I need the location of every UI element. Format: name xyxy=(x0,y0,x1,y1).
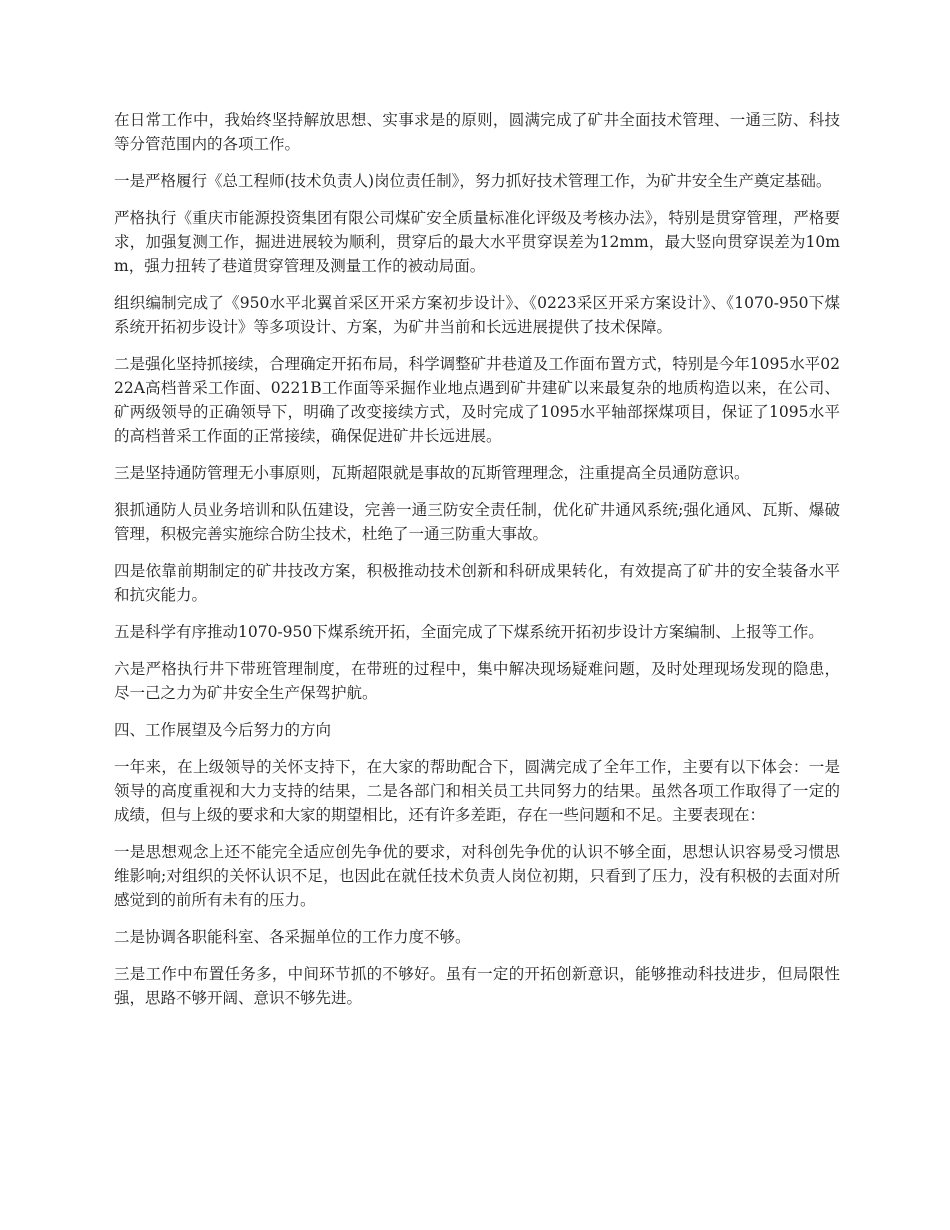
paragraph-5: 二是强化坚持抓接续，合理确定开拓布局，科学调整矿井巷道及工作面布置方式，特别是今年1095水平0222A高档普采工作面、0221B工作面等采掘作业地点遇到矿井建矿以来最复杂的地质构造以来，在公司、矿两级领导的正确领导下，明确了改变接续方式，及时完成了1095水平轴部探煤项目，保证了1095水平的高档普采工作面的正常接续，确保促进矿井长远进展。 xyxy=(114,355,840,445)
paragraph-12: 一年来，在上级领导的关怀支持下，在大家的帮助配合下，圆满完成了全年工作，主要有以下体会：一是领导的高度重视和大力支持的结果，二是各部门和相关员工共同努力的结果。虽然各项工作取得了一定的成绩，但与上级的要求和大家的期望相比，还有许多差距，存在一些问题和不足。主要表现在： xyxy=(114,758,840,824)
section-heading: 四、工作展望及今后努力的方向 xyxy=(114,721,332,739)
paragraph-3: 严格执行《重庆市能源投资集团有限公司煤矿安全质量标准化评级及考核办法》，特别是贯穿管理，严格要求，加强复测工作，掘进进展较为顺利，贯穿后的最大水平贯穿误差为12mm，最大竖向贯穿误差为10mm，强力扭转了巷道贯穿管理及测量工作的被动局面。 xyxy=(114,209,840,275)
paragraph-13: 一是思想观念上还不能完全适应创先争优的要求，对科创先争优的认识不够全面，思想认识容易受习惯思维影响;对组织的关怀认识不足，也因此在就任技术负责人岗位初期，只看到了压力，没有积极的去面对所感觉到的前所有未有的压力。 xyxy=(114,843,840,909)
paragraph-9: 五是科学有序推动1070-950下煤系统开拓，全面完成了下煤系统开拓初步设计方案编制、上报等工作。 xyxy=(114,623,824,641)
paragraph-15: 三是工作中布置任务多，中间环节抓的不够好。虽有一定的开拓创新意识，能够推动科技进步，但局限性强，思路不够开阔、意识不够先进。 xyxy=(114,965,840,1007)
paragraph-6: 三是坚持通防管理无小事原则，瓦斯超限就是事故的瓦斯管理理念，注重提高全员通防意识。 xyxy=(114,464,750,482)
paragraph-8: 四是依靠前期制定的矿井技改方案，积极推动技术创新和科研成果转化，有效提高了矿井的安全装备水平和抗灾能力。 xyxy=(114,562,840,604)
paragraph-1: 在日常工作中，我始终坚持解放思想、实事求是的原则，圆满完成了矿井全面技术管理、一通三防、科技等分管范围内的各项工作。 xyxy=(114,111,840,153)
paragraph-14: 二是协调各职能科室、各采掘单位的工作力度不够。 xyxy=(114,928,471,946)
paragraph-2: 一是严格履行《总工程师(技术负责人)岗位责任制》，努力抓好技术管理工作，为矿井安全生产奠定基础。 xyxy=(114,172,832,190)
paragraph-10: 六是严格执行井下带班管理制度，在带班的过程中，集中解决现场疑难问题，及时处理现场发现的隐患，尽一己之力为矿井安全生产保驾护航。 xyxy=(114,660,840,702)
paragraph-7: 狠抓通防人员业务培训和队伍建设，完善一通三防安全责任制，优化矿井通风系统;强化通风、瓦斯、爆破管理，积极完善实施综合防尘技术，杜绝了一通三防重大事故。 xyxy=(114,501,840,543)
paragraph-4: 组织编制完成了《950水平北翼首采区开采方案初步设计》、《0223采区开采方案设计》、《1070-950下煤系统开拓初步设计》等多项设计、方案，为矿井当前和长远进展提供了技术保障。 xyxy=(114,294,840,336)
